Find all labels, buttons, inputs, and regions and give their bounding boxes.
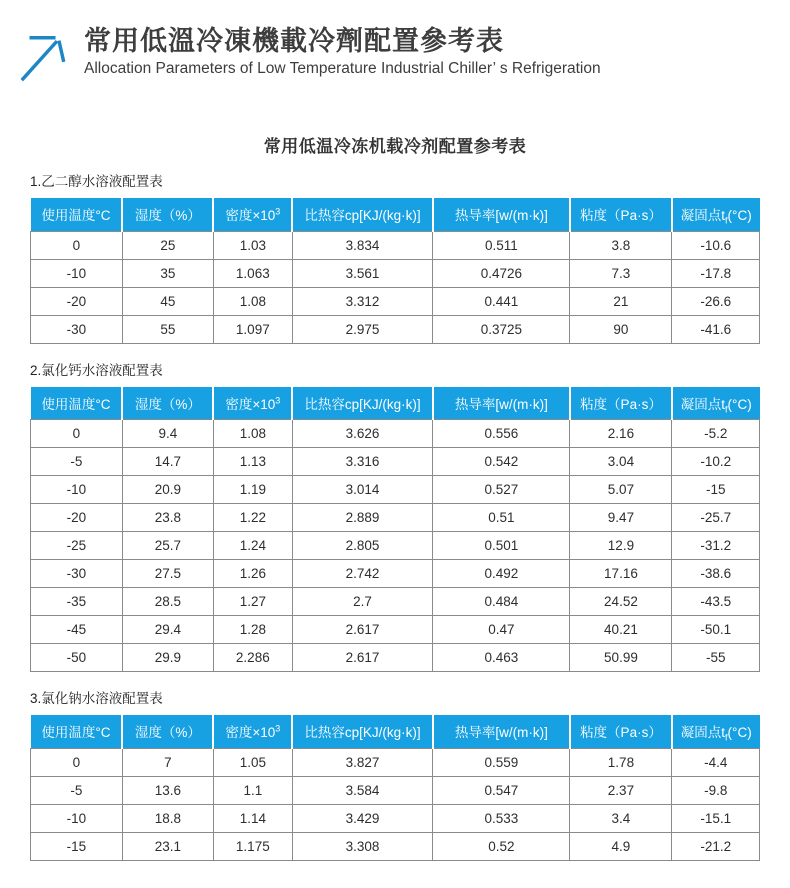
table-cell: 1.175 [213, 832, 292, 860]
table-cell: 0.484 [433, 588, 570, 616]
column-header: 粘度（Pa·s） [570, 387, 672, 420]
table-cell: 2.7 [292, 588, 433, 616]
table-cell: -10.2 [672, 448, 760, 476]
table-cell: 2.37 [570, 776, 672, 804]
section-label: 2.氯化钙水溶液配置表 [30, 362, 163, 378]
table-cell: 1.14 [213, 804, 292, 832]
table-cell: -25 [31, 532, 123, 560]
table-row [31, 644, 760, 672]
table-cell: 0.511 [433, 231, 570, 259]
section-label: 1.乙二醇水溶液配置表 [30, 174, 163, 189]
table-cell: -38.6 [672, 560, 760, 588]
table-cell: 3.308 [292, 832, 433, 860]
table-cell: 1.26 [213, 560, 292, 588]
table-cell: 0.441 [433, 287, 570, 315]
table-header-row [31, 387, 760, 420]
column-header: 热导率[w/(m·k)] [433, 715, 570, 748]
table-cell: -50.1 [672, 616, 760, 644]
table-cell: 1.27 [213, 588, 292, 616]
table-cell: 20.9 [122, 476, 213, 504]
section-label: 3.氯化钠水溶液配置表 [30, 691, 163, 706]
table-cell: 12.9 [570, 532, 672, 560]
page-title: 常用低溫冷凍機載冷劑配置參考表 [84, 26, 504, 56]
table-cell: 1.22 [213, 504, 292, 532]
table-cell: 35 [122, 259, 213, 287]
table-cell: 14.7 [122, 448, 213, 476]
table-cell: 2.286 [213, 644, 292, 672]
column-header: 凝固点$t_f(^\circ C)$ [672, 715, 760, 748]
table-row [31, 588, 760, 616]
table-cell: 1.28 [213, 616, 292, 644]
table-cell: 3.312 [292, 287, 433, 315]
table-cell: 3.429 [292, 804, 433, 832]
column-header: 凝固点$t_f(^\circ C)$ [672, 198, 760, 231]
table-cell: 0.47 [433, 616, 570, 644]
table-cell: 1.13 [213, 448, 292, 476]
table-row [31, 776, 760, 804]
column-header: 粘度（Pa·s） [570, 198, 672, 231]
table-cell: 29.9 [122, 644, 213, 672]
table-cell: 0 [31, 420, 123, 448]
table-cell: 45 [122, 287, 213, 315]
table-cell: 3.316 [292, 448, 433, 476]
table-cell: -15 [31, 832, 123, 860]
data-table [30, 198, 760, 344]
table-cell: 0.492 [433, 560, 570, 588]
table-cell: 2.617 [292, 616, 433, 644]
table-cell: -9.8 [672, 776, 760, 804]
column-header: 湿度（%） [122, 715, 213, 748]
table-section [30, 687, 760, 861]
table-cell: 3.8 [570, 231, 672, 259]
table-cell: -30 [31, 315, 123, 343]
document-body [0, 132, 790, 861]
table-row [31, 420, 760, 448]
table-row [31, 504, 760, 532]
table-cell: 7 [122, 748, 213, 776]
table-cell: -25.7 [672, 504, 760, 532]
table-cell: -17.8 [672, 259, 760, 287]
data-table [30, 715, 760, 861]
table-cell: 2.16 [570, 420, 672, 448]
table-cell: -10.6 [672, 231, 760, 259]
table-cell: 1.063 [213, 259, 292, 287]
table-cell: -5 [31, 448, 123, 476]
table-cell: 2.805 [292, 532, 433, 560]
table-cell: -26.6 [672, 287, 760, 315]
table-cell: 0.51 [433, 504, 570, 532]
table-cell: 1.05 [213, 748, 292, 776]
column-header: 比热容cp[KJ/(kg·k)] [292, 387, 433, 420]
table-cell: 0.533 [433, 804, 570, 832]
column-header: 密度$\times 10^3$ [213, 387, 292, 420]
table-cell: -5.2 [672, 420, 760, 448]
table-cell: 1.097 [213, 315, 292, 343]
table-header-row [31, 715, 760, 748]
table-cell: -15.1 [672, 804, 760, 832]
table-cell: -20 [31, 287, 123, 315]
table-section [30, 359, 760, 673]
table-cell: 27.5 [122, 560, 213, 588]
table-cell: -41.6 [672, 315, 760, 343]
table-cell: 50.99 [570, 644, 672, 672]
table-cell: 28.5 [122, 588, 213, 616]
table-cell: 13.6 [122, 776, 213, 804]
table-cell: -5 [31, 776, 123, 804]
column-header: 热导率[w/(m·k)] [433, 198, 570, 231]
table-cell: 24.52 [570, 588, 672, 616]
table-cell: 55 [122, 315, 213, 343]
table-cell: 0.547 [433, 776, 570, 804]
trend-arrow-icon [16, 30, 70, 86]
column-header: 使用温度°C [31, 387, 123, 420]
table-cell: 3.584 [292, 776, 433, 804]
document-title: 常用低温冷冻机载冷剂配置参考表 [263, 137, 527, 156]
table-cell: 2.617 [292, 644, 433, 672]
table-cell: -31.2 [672, 532, 760, 560]
table-cell: 18.8 [122, 804, 213, 832]
data-table [30, 387, 760, 673]
column-header: 湿度（%） [122, 198, 213, 231]
table-cell: 25.7 [122, 532, 213, 560]
table-cell: 21 [570, 287, 672, 315]
table-cell: 1.19 [213, 476, 292, 504]
table-cell: 3.4 [570, 804, 672, 832]
table-cell: 3.561 [292, 259, 433, 287]
table-cell: -4.4 [672, 748, 760, 776]
column-header: 热导率[w/(m·k)] [433, 387, 570, 420]
table-cell: 0.463 [433, 644, 570, 672]
table-row [31, 287, 760, 315]
table-row [31, 532, 760, 560]
table-cell: 3.014 [292, 476, 433, 504]
column-header: 使用温度°C [31, 715, 123, 748]
table-cell: 90 [570, 315, 672, 343]
table-cell: 25 [122, 231, 213, 259]
table-cell: -21.2 [672, 832, 760, 860]
table-cell: 0 [31, 231, 123, 259]
table-cell: 0.52 [433, 832, 570, 860]
table-row [31, 832, 760, 860]
table-cell: 29.4 [122, 616, 213, 644]
table-cell: 4.9 [570, 832, 672, 860]
table-cell: 23.8 [122, 504, 213, 532]
page-header [0, 0, 790, 86]
table-cell: 0.542 [433, 448, 570, 476]
page-subtitle: Allocation Parameters of Low Temperature Industrial Chiller’ s Refrigeration [84, 60, 601, 77]
column-header: 密度$\times 10^3$ [213, 198, 292, 231]
table-cell: 2.889 [292, 504, 433, 532]
table-row [31, 315, 760, 343]
page-header-text [84, 25, 766, 78]
table-cell: -55 [672, 644, 760, 672]
table-cell: -50 [31, 644, 123, 672]
table-cell: 17.16 [570, 560, 672, 588]
table-cell: -15 [672, 476, 760, 504]
table-cell: 2.975 [292, 315, 433, 343]
table-cell: -35 [31, 588, 123, 616]
table-row [31, 259, 760, 287]
table-cell: -45 [31, 616, 123, 644]
table-cell: 1.1 [213, 776, 292, 804]
table-cell: 1.24 [213, 532, 292, 560]
column-header: 比热容cp[KJ/(kg·k)] [292, 715, 433, 748]
table-section [30, 170, 760, 344]
table-cell: 3.04 [570, 448, 672, 476]
table-cell: 0.559 [433, 748, 570, 776]
table-cell: 0 [31, 748, 123, 776]
column-header: 使用温度°C [31, 198, 123, 231]
table-cell: 0.3725 [433, 315, 570, 343]
table-row [31, 748, 760, 776]
table-cell: 1.08 [213, 420, 292, 448]
table-row [31, 804, 760, 832]
table-cell: 0.527 [433, 476, 570, 504]
table-cell: 0.4726 [433, 259, 570, 287]
table-cell: 23.1 [122, 832, 213, 860]
table-cell: 5.07 [570, 476, 672, 504]
table-cell: -10 [31, 804, 123, 832]
table-cell: -30 [31, 560, 123, 588]
table-cell: 9.47 [570, 504, 672, 532]
table-cell: 0.556 [433, 420, 570, 448]
table-cell: -20 [31, 504, 123, 532]
column-header: 湿度（%） [122, 387, 213, 420]
table-cell: 40.21 [570, 616, 672, 644]
table-cell: 9.4 [122, 420, 213, 448]
column-header: 密度$\times 10^3$ [213, 715, 292, 748]
table-row [31, 448, 760, 476]
table-cell: 7.3 [570, 259, 672, 287]
table-header-row [31, 198, 760, 231]
table-cell: 2.742 [292, 560, 433, 588]
table-cell: 1.08 [213, 287, 292, 315]
table-cell: -43.5 [672, 588, 760, 616]
table-row [31, 616, 760, 644]
table-cell: -10 [31, 259, 123, 287]
table-sections [0, 170, 790, 861]
column-header: 比热容cp[KJ/(kg·k)] [292, 198, 433, 231]
table-cell: 1.78 [570, 748, 672, 776]
column-header: 粘度（Pa·s） [570, 715, 672, 748]
table-cell: 3.827 [292, 748, 433, 776]
table-row [31, 231, 760, 259]
table-row [31, 476, 760, 504]
table-row [31, 560, 760, 588]
table-cell: 3.626 [292, 420, 433, 448]
table-cell: 3.834 [292, 231, 433, 259]
table-cell: 1.03 [213, 231, 292, 259]
table-cell: 0.501 [433, 532, 570, 560]
column-header: 凝固点$t_f(^\circ C)$ [672, 387, 760, 420]
table-cell: -10 [31, 476, 123, 504]
